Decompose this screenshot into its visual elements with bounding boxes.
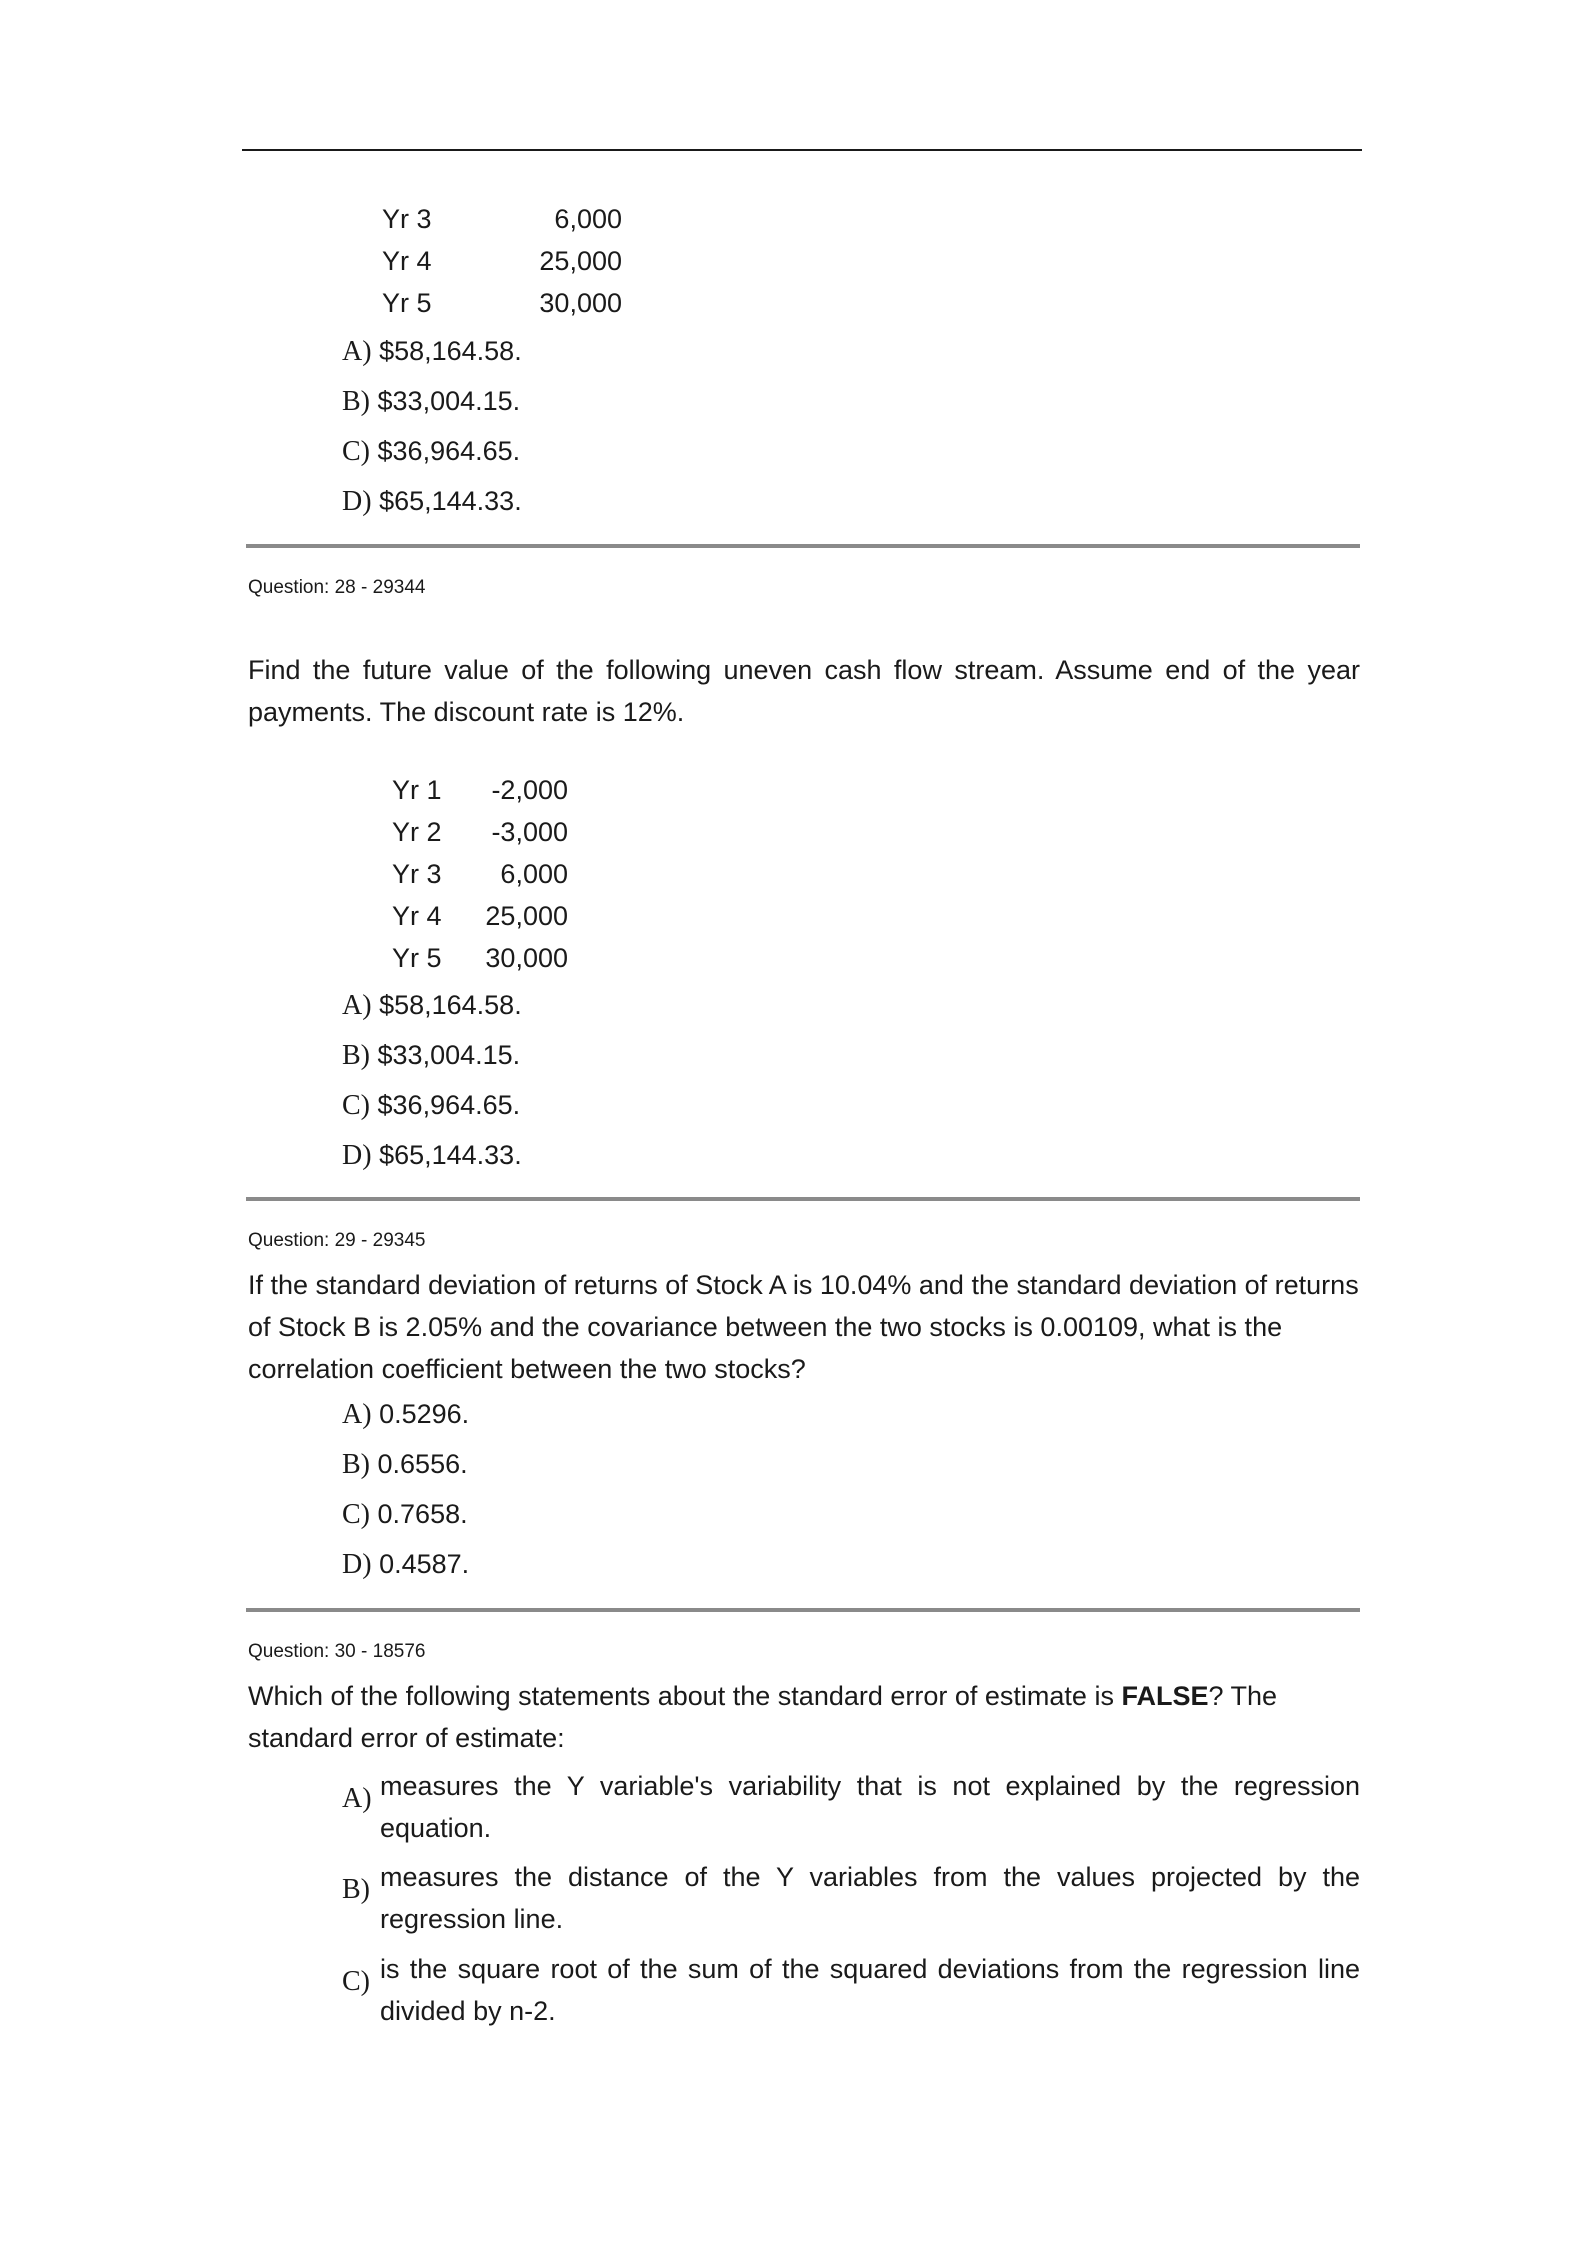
carry-over-cash-flow-table [382,198,622,324]
answer-option-d[interactable] [342,1135,522,1185]
option-letter: A) [342,1783,372,1814]
option-text: 0.4587. [379,1549,470,1579]
option-letter: B) [342,386,370,417]
option-text: $65,144.33. [379,1140,522,1170]
option-letter: B) [342,1040,370,1071]
answer-option-b[interactable] [342,1035,522,1085]
option-letter: C) [342,436,370,467]
question-header: Question: 30 - 18576 [248,1641,426,1662]
cash-flow-year: Yr 4 [392,901,442,931]
cash-flow-row [382,240,622,282]
option-letter: C) [342,1090,370,1121]
cash-flow-amount: 30,000 [539,288,622,318]
question-text-segment: Which of the following statements about the standard error of estimate is [248,1681,1122,1711]
cash-flow-year: Yr 5 [382,288,432,318]
cash-flow-table [392,769,568,979]
option-letter: D) [342,1549,372,1580]
option-letter: C) [342,1499,370,1530]
option-text [380,1765,1360,1849]
question-separator [246,1197,1360,1201]
question-separator [246,544,1360,548]
question-separator [246,1608,1360,1612]
cash-flow-row [382,282,622,324]
page-top-rule [242,149,1362,151]
option-text-line: is the square root of the sum of the squared deviations from the regression line [380,1954,1360,1984]
answer-options [342,1394,469,1594]
option-text-line: regression line. [380,1904,564,1934]
answer-option-a[interactable] [342,331,522,381]
option-text: $33,004.15. [377,1040,521,1070]
question-text-line: Find the future value of the following uneven cash flow stream. Assume end of the year [248,655,1360,685]
option-letter: A) [342,336,372,367]
cash-flow-amount: 6,000 [554,204,622,234]
cash-flow-year: Yr 5 [392,943,442,973]
question-text-line: correlation coefficient between the two stocks? [248,1354,806,1384]
option-text: $58,164.58. [379,336,522,366]
question-text-line: standard error of estimate: [248,1723,565,1753]
answer-option-c[interactable] [342,1494,469,1544]
option-letter: A) [342,1399,372,1430]
answer-option-c[interactable] [342,431,522,481]
option-text: $65,144.33. [379,486,522,516]
option-text-line: measures the Y variable's variability that is not explained by the regression [380,1771,1360,1801]
cash-flow-amount: 25,000 [539,246,622,276]
cash-flow-row [392,811,568,853]
question-header: Question: 28 - 29344 [248,577,426,598]
answer-option-a[interactable] [342,985,522,1035]
option-text: $36,964.65. [377,1090,521,1120]
answer-option-c[interactable] [342,1948,1360,2032]
question-text-line [248,1675,1360,1717]
option-text: $58,164.58. [379,990,522,1020]
option-text: 0.7658. [377,1499,468,1529]
question-text [248,649,1360,733]
option-text: $33,004.15. [377,386,521,416]
cash-flow-row [392,769,568,811]
option-text: $36,964.65. [377,436,521,466]
question-text-segment: ? The [1208,1681,1278,1711]
answer-options [342,985,522,1185]
cash-flow-amount: -3,000 [491,817,568,847]
cash-flow-row [392,895,568,937]
cash-flow-year: Yr 1 [392,775,442,805]
emphasis-false: FALSE [1121,1681,1209,1711]
answer-option-a[interactable] [342,1765,1360,1849]
answer-option-b[interactable] [342,381,522,431]
option-letter: D) [342,486,372,517]
option-text-line: equation. [380,1813,492,1843]
cash-flow-year: Yr 3 [392,859,442,889]
option-text [380,1856,1360,1940]
cash-flow-year: Yr 4 [382,246,432,276]
option-text: 0.6556. [377,1449,468,1479]
option-text [380,1948,1360,2032]
carry-over-options [342,331,522,531]
cash-flow-row [382,198,622,240]
option-letter: B) [342,1874,370,1905]
option-text: 0.5296. [379,1399,470,1429]
answer-option-d[interactable] [342,481,522,531]
option-text-line: measures the distance of the Y variables from the values projected by the [380,1862,1360,1892]
answer-option-b[interactable] [342,1444,469,1494]
cash-flow-amount: -2,000 [491,775,568,805]
option-text-line: divided by n-2. [380,1996,556,2026]
cash-flow-amount: 30,000 [485,943,568,973]
option-letter: D) [342,1140,372,1171]
answer-option-c[interactable] [342,1085,522,1135]
answer-option-b[interactable] [342,1856,1360,1940]
cash-flow-amount: 25,000 [485,901,568,931]
question-text-line: If the standard deviation of returns of Stock A is 10.04% and the standard deviation of returns [248,1270,1359,1300]
cash-flow-year: Yr 3 [382,204,432,234]
question-header: Question: 29 - 29345 [248,1230,426,1251]
question-text [248,1264,1360,1390]
option-letter: B) [342,1449,370,1480]
option-letter: A) [342,990,372,1021]
question-text-line: of Stock B is 2.05% and the covariance between the two stocks is 0.00109, what is the [248,1312,1283,1342]
answer-option-d[interactable] [342,1544,469,1594]
answer-option-a[interactable] [342,1394,469,1444]
cash-flow-amount: 6,000 [500,859,568,889]
question-text-line: payments. The discount rate is 12%. [248,697,685,727]
question-text [248,1675,1360,1759]
cash-flow-year: Yr 2 [392,817,442,847]
option-letter: C) [342,1966,370,1997]
cash-flow-row [392,937,568,979]
cash-flow-row [392,853,568,895]
